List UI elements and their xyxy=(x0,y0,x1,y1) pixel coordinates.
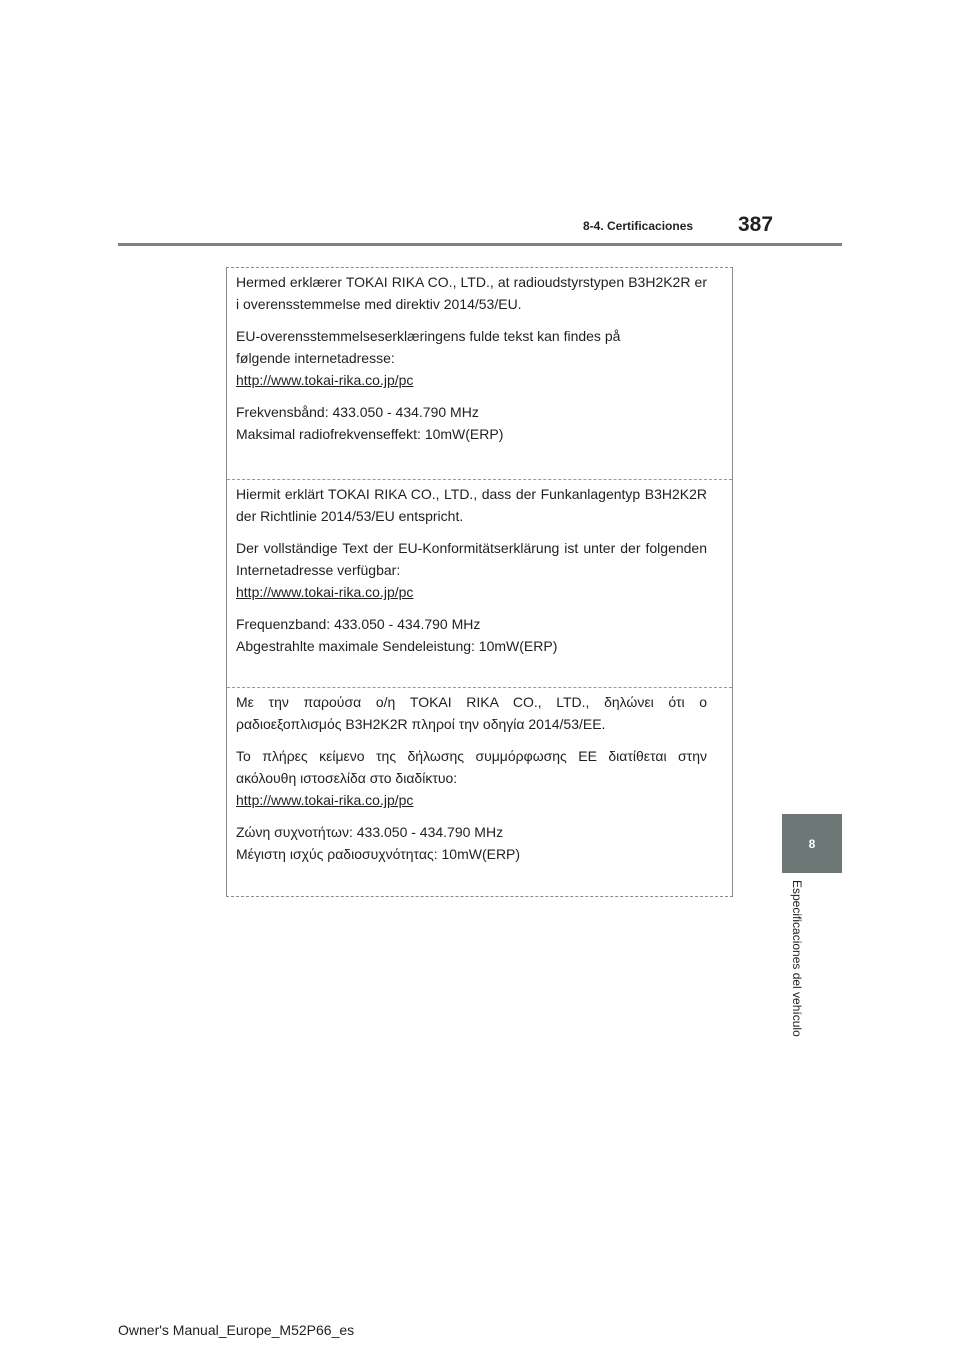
section-title: 8-4. Certificaciones xyxy=(583,219,694,233)
chapter-number: 8 xyxy=(808,836,816,851)
certification-link[interactable]: http://www.tokai-rika.co.jp/pc xyxy=(236,372,414,388)
full-text-note: EU-overensstemmelseserklæringens fulde tekst kan findes på xyxy=(236,328,621,344)
danish-declaration xyxy=(227,271,732,445)
full-text-note: Το πλήρες κείμενο της δήλωσης συμμόρφωσης ΕΕ διατίθεται στην ακόλουθη ιστοσελίδα στο διαδίκτυο: xyxy=(236,748,707,786)
declaration-text: Hermed erklærer TOKAI RIKA CO., LTD., at radioudstyrstypen B3H2K2R er i overensstemmelse med direktiv 2014/53/EU. xyxy=(236,274,707,312)
page-number: 387 xyxy=(738,213,774,236)
full-text-note: Der vollständige Text der EU-Konformitätserklärung ist unter der folgenden Internetadresse verfügbar: xyxy=(236,540,707,578)
max-power: Maksimal radiofrekvenseffekt: 10mW(ERP) xyxy=(236,426,504,442)
chapter-tab[interactable] xyxy=(782,814,842,873)
certification-link[interactable]: http://www.tokai-rika.co.jp/pc xyxy=(236,792,414,808)
chapter-label: Especificaciones del vehículo xyxy=(790,880,804,1037)
frequency-band: Frekvensbånd: 433.050 - 434.790 MHz xyxy=(236,404,479,420)
declaration-text: Με την παρούσα ο/η TOKAI RIKA CO., LTD., δηλώνει ότι ο ραδιοεξοπλισμός B3H2K2R πληροί την οδηγία 2014/53/ΕΕ. xyxy=(236,694,707,732)
german-declaration xyxy=(227,479,732,657)
max-power: Μέγιστη ισχύς ραδιοσυχνότητας: 10mW(ERP) xyxy=(236,846,521,862)
greek-declaration xyxy=(227,687,732,865)
footer-manual-id: Owner's Manual_Europe_M52P66_es xyxy=(118,1322,355,1338)
frequency-band: Frequenzband: 433.050 - 434.790 MHz xyxy=(236,616,481,632)
certification-box xyxy=(226,267,733,897)
declaration-text: Hiermit erklärt TOKAI RIKA CO., LTD., dass der Funkanlagentyp B3H2K2R der Richtlinie 2014/53/EU entspricht. xyxy=(236,486,707,524)
frequency-band: Ζώνη συχνοτήτων: 433.050 - 434.790 MHz xyxy=(236,824,504,840)
certification-link[interactable]: http://www.tokai-rika.co.jp/pc xyxy=(236,584,414,600)
header-divider xyxy=(118,243,842,246)
max-power: Abgestrahlte maximale Sendeleistung: 10mW(ERP) xyxy=(236,638,558,654)
full-text-note-cont: følgende internetadresse: xyxy=(236,350,395,366)
